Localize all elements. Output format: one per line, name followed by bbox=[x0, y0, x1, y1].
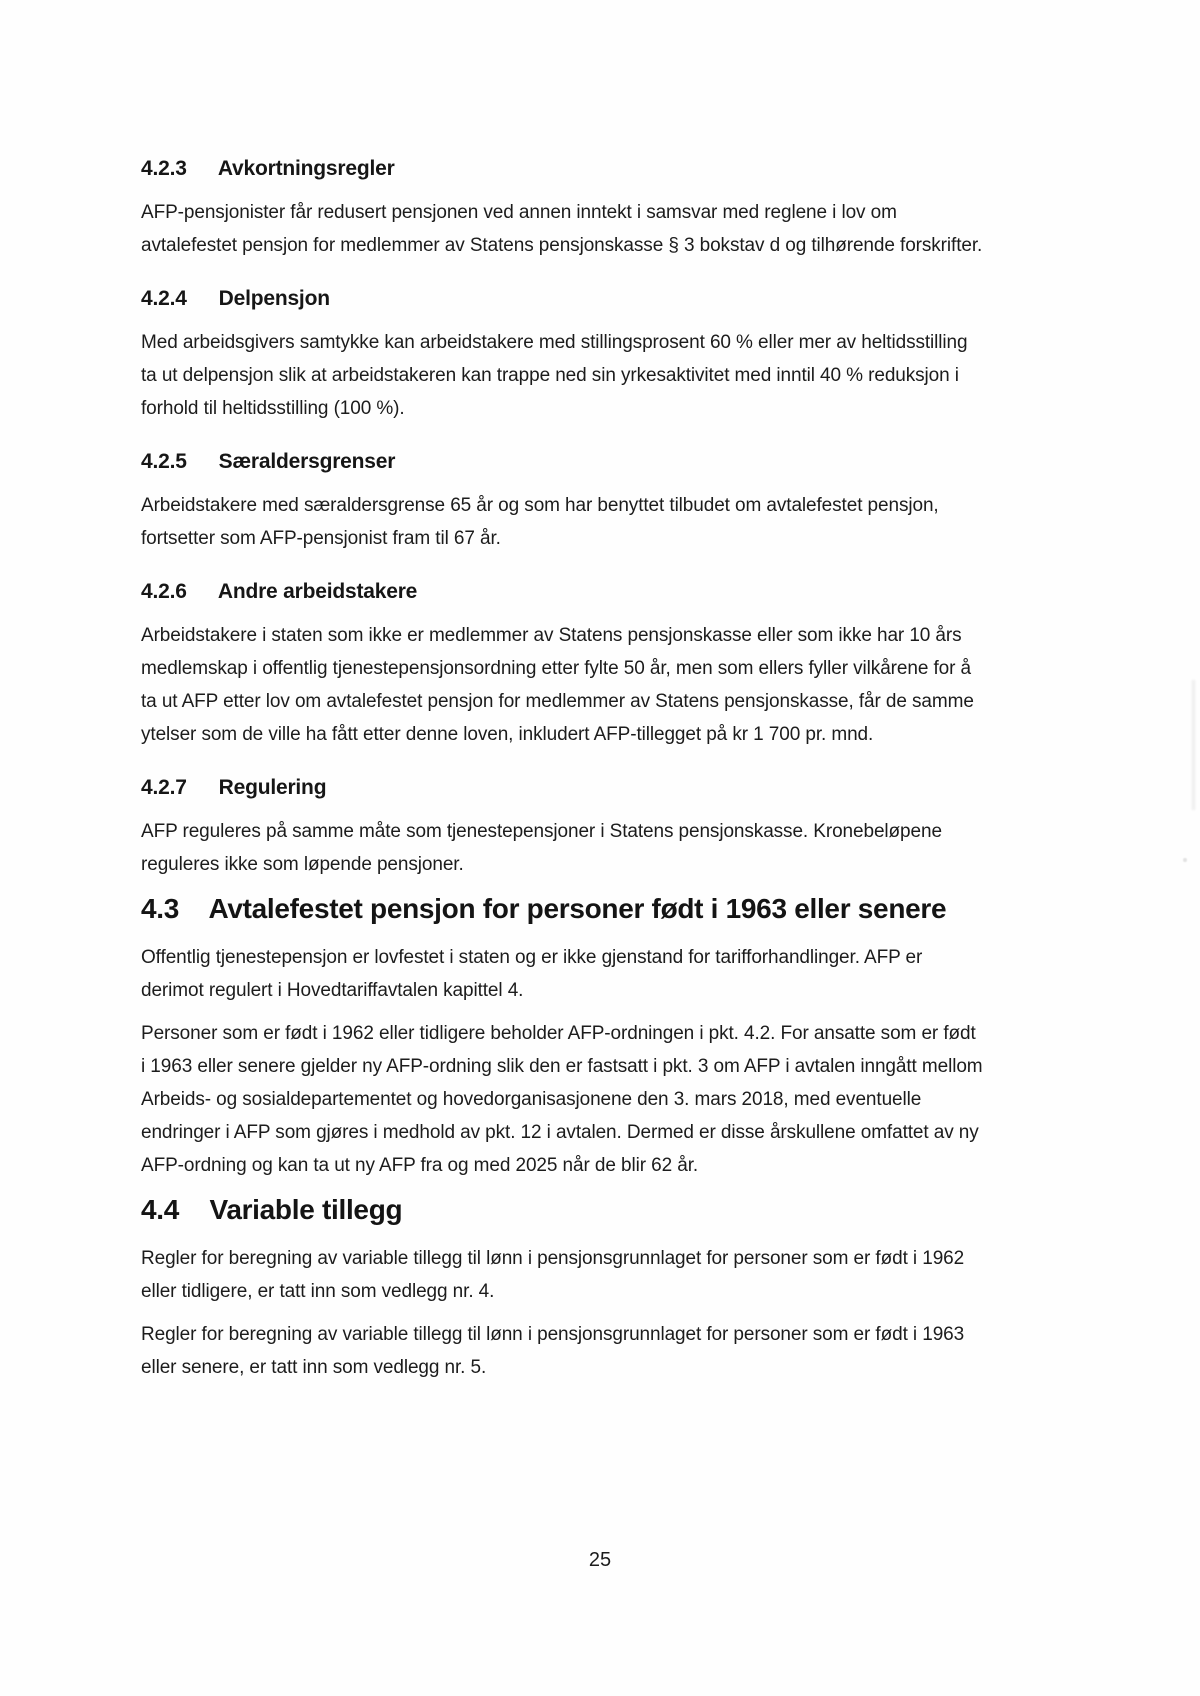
paragraph bbox=[141, 1242, 1160, 1308]
text-line: AFP reguleres på samme måte som tjenestepensjoner i Statens pensjonskasse. Kronebeløpene bbox=[141, 821, 942, 842]
section-heading bbox=[141, 1192, 1160, 1228]
section-delpensjon bbox=[141, 286, 1160, 425]
text-line: forhold til heltidsstilling (100 %). bbox=[141, 398, 405, 419]
section-andre-arbeidstakere bbox=[141, 579, 1160, 751]
heading-title: Avtalefestet pensjon for personer født i 1963 eller senere bbox=[208, 893, 947, 924]
page-number: 25 bbox=[588, 1549, 612, 1571]
text-line: AFP-ordning og kan ta ut ny AFP fra og med 2025 når de blir 62 år. bbox=[141, 1155, 699, 1176]
text-line: ytelser som de ville ha fått etter denne loven, inkludert AFP-tillegget på kr 1 700 pr. mnd. bbox=[141, 724, 874, 745]
paragraph bbox=[141, 1017, 1160, 1182]
paragraph bbox=[141, 941, 1160, 1007]
heading-title: Avkortningsregler bbox=[217, 157, 395, 180]
section-saraldersgrenser bbox=[141, 449, 1160, 555]
heading-number: 4.4 bbox=[141, 1194, 180, 1225]
paragraph bbox=[141, 1318, 1160, 1384]
text-line: Med arbeidsgivers samtykke kan arbeidstakere med stillingsprosent 60 % eller mer av heltidsstilling bbox=[141, 332, 968, 353]
text-line: eller tidligere, er tatt inn som vedlegg nr. 4. bbox=[141, 1281, 495, 1302]
paragraph bbox=[141, 196, 1160, 262]
text-line: Arbeids- og sosialdepartementet og hovedorganisasjonene den 3. mars 2018, med eventuelle bbox=[141, 1089, 922, 1110]
section-heading bbox=[141, 449, 1160, 475]
section-heading bbox=[141, 891, 1160, 927]
section-avkortningsregler bbox=[141, 156, 1160, 262]
text-line: fortsetter som AFP-pensjonist fram til 67 år. bbox=[141, 528, 501, 549]
text-line: avtalefestet pensjon for medlemmer av Statens pensjonskasse § 3 bokstav d og tilhørende forskrifter. bbox=[141, 235, 983, 256]
paragraph bbox=[141, 489, 1160, 555]
scan-artifact-line bbox=[1192, 680, 1195, 810]
text-line: Regler for beregning av variable tillegg til lønn i pensjonsgrunnlaget for personer som er født i 1963 bbox=[141, 1324, 965, 1345]
section-avtalefestet-pensjon-1963 bbox=[141, 891, 1160, 1182]
heading-number: 4.2.3 bbox=[141, 157, 187, 180]
section-heading bbox=[141, 579, 1160, 605]
scan-artifact-dot bbox=[1183, 858, 1187, 862]
section-heading bbox=[141, 775, 1160, 801]
heading-number: 4.2.5 bbox=[141, 450, 187, 473]
text-line: medlemskap i offentlig tjenestepensjonsordning etter fylte 50 år, men som ellers fyller vilkårene for å bbox=[141, 658, 971, 679]
text-line: Arbeidstakere i staten som ikke er medlemmer av Statens pensjonskasse eller som ikke har 10 års bbox=[141, 625, 962, 646]
section-regulering bbox=[141, 775, 1160, 881]
section-heading bbox=[141, 286, 1160, 312]
text-line: Offentlig tjenestepensjon er lovfestet i staten og er ikke gjenstand for tarifforhandlinger. AFP er bbox=[141, 947, 923, 968]
text-line: ta ut AFP etter lov om avtalefestet pensjon for medlemmer av Statens pensjonskasse, får de samme bbox=[141, 691, 974, 712]
text-line: i 1963 eller senere gjelder ny AFP-ordning slik den er fastsatt i pkt. 3 om AFP i avtalen inngått mellom bbox=[141, 1056, 983, 1077]
heading-title: Delpensjon bbox=[218, 287, 330, 310]
heading-number: 4.2.4 bbox=[141, 287, 187, 310]
text-line: Arbeidstakere med særaldersgrense 65 år og som har benyttet tilbudet om avtalefestet pensjon, bbox=[141, 495, 939, 516]
text-line: endringer i AFP som gjøres i medhold av pkt. 12 i avtalen. Dermed er disse årskullene omfattet av ny bbox=[141, 1122, 979, 1143]
heading-number: 4.2.6 bbox=[141, 580, 187, 603]
section-heading bbox=[141, 156, 1160, 182]
heading-number: 4.3 bbox=[141, 893, 180, 924]
heading-title: Regulering bbox=[218, 776, 327, 799]
text-line: eller senere, er tatt inn som vedlegg nr. 5. bbox=[141, 1357, 487, 1378]
heading-title: Variable tillegg bbox=[209, 1194, 403, 1225]
heading-title: Særaldersgrenser bbox=[218, 450, 396, 473]
heading-number: 4.2.7 bbox=[141, 776, 187, 799]
text-line: derimot regulert i Hovedtariffavtalen kapittel 4. bbox=[141, 980, 524, 1001]
heading-title: Andre arbeidstakere bbox=[217, 580, 418, 603]
paragraph bbox=[141, 326, 1160, 425]
text-line: Personer som er født i 1962 eller tidligere beholder AFP-ordningen i pkt. 4.2. For ansatte som er født bbox=[141, 1023, 976, 1044]
paragraph bbox=[141, 619, 1160, 751]
paragraph bbox=[141, 815, 1160, 881]
text-line: AFP-pensjonister får redusert pensjonen ved annen inntekt i samsvar med reglene i lov om bbox=[141, 202, 897, 223]
text-line: ta ut delpensjon slik at arbeidstakeren kan trappe ned sin yrkesaktivitet med inntil 40 % reduksjon i bbox=[141, 365, 959, 386]
text-line: Regler for beregning av variable tillegg til lønn i pensjonsgrunnlaget for personer som er født i 1962 bbox=[141, 1248, 965, 1269]
section-variable-tillegg bbox=[141, 1192, 1160, 1384]
text-line: reguleres ikke som løpende pensjoner. bbox=[141, 854, 464, 875]
